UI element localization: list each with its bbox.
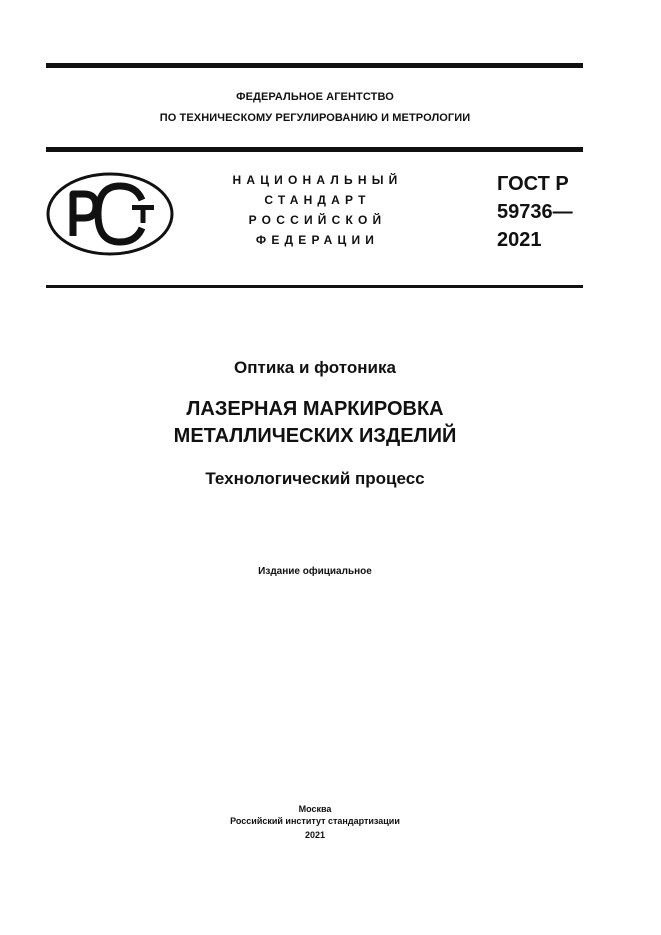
imprint-year: 2021 xyxy=(304,830,326,840)
series-title: Оптика и фотоника xyxy=(234,358,396,377)
imprint-city: Москва xyxy=(298,804,332,814)
header-rule xyxy=(46,147,583,152)
designation-line2: 59736— xyxy=(497,201,573,223)
designation-line3: 2021 xyxy=(497,229,542,251)
designation-line1: ГОСТ Р xyxy=(497,173,569,195)
document-title-line2: МЕТАЛЛИЧЕСКИХ ИЗДЕЛИЙ xyxy=(173,425,457,447)
standard-type-line4: ФЕДЕРАЦИИ xyxy=(255,233,380,247)
gost-r-logo-icon xyxy=(46,172,174,256)
top-rule xyxy=(46,63,583,68)
edition-note: Издание официальное xyxy=(258,566,372,577)
agency-name-line1: ФЕДЕРАЛЬНОЕ АГЕНТСТВО xyxy=(236,91,394,103)
standard-type-line3: РОССИЙСКОЙ xyxy=(248,213,387,227)
standard-type-line1: НАЦИОНАЛЬНЫЙ xyxy=(232,173,403,187)
document-subtitle: Технологический процесс xyxy=(205,469,425,488)
document-title-line1: ЛАЗЕРНАЯ МАРКИРОВКА xyxy=(186,398,444,420)
imprint-publisher: Российский институт стандартизации xyxy=(230,816,400,826)
agency-name-line2: ПО ТЕХНИЧЕСКОМУ РЕГУЛИРОВАНИЮ И МЕТРОЛОГИИ xyxy=(159,112,471,124)
standard-type-line2: СТАНДАРТ xyxy=(264,193,371,207)
header-bottom-rule xyxy=(46,285,583,288)
